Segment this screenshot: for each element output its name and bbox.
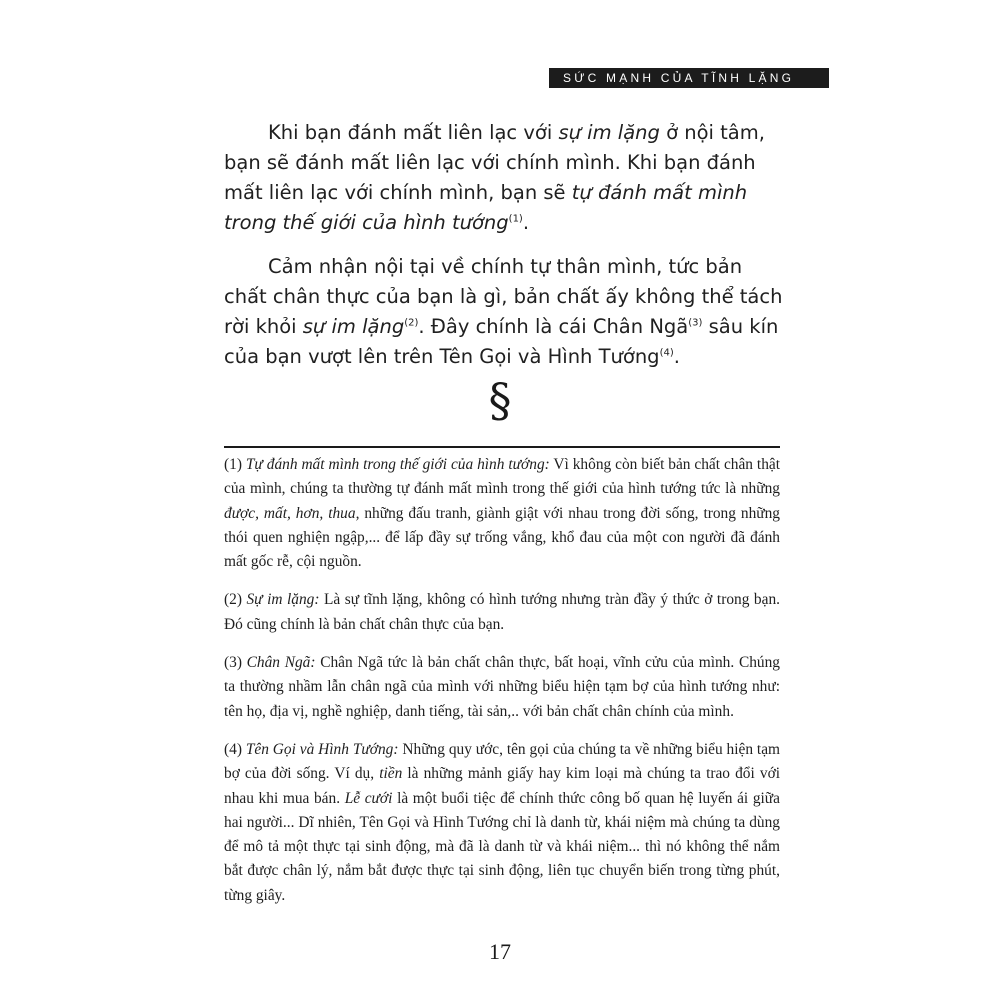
footnote-number: (1) — [224, 456, 246, 473]
text-run: Cảm nhận nội tại về chính tự thân mình, tức bản — [268, 255, 743, 278]
running-header — [549, 68, 829, 88]
footnote-divider — [224, 446, 780, 448]
main-body-text — [224, 118, 783, 386]
main-paragraph-2 — [224, 252, 783, 372]
footnote-2 — [224, 588, 780, 637]
text-run: . — [522, 211, 530, 234]
footnote-number: (4) — [224, 740, 246, 758]
text-run: Là sự tĩnh lặng, không có hình tướng nhưng tràn đầy ý thức ở trong bạn. Đó cũng chính là bản chất chân thực của bạn. — [224, 591, 780, 633]
italic-term: tiền — [379, 765, 403, 783]
italic-term: trong thế giới của hình tướng — [224, 211, 509, 234]
text-run: ở nội tâm, — [659, 121, 765, 144]
footnote-ref-4: (4) — [659, 347, 674, 359]
text-run: Khi bạn đánh mất liên lạc với — [268, 121, 559, 144]
text-run: của bạn vượt lên trên Tên Gọi và Hình Tướng — [224, 345, 660, 368]
text-run: là một buổi tiệc để chính thức công bố quan hệ luyến ái giữa hai người... Dĩ nhiên, Tên Gọi và Hình Tướng chỉ là danh từ, khái niệm mà chúng ta dùng để mô tả một thực tại sinh động, mà đã là danh từ và khái niệm... thì nó không thể nắm bắt được chân lý, nắm bắt được thực tại sinh động, liên tục chuyển biến trong từng phút, từng giây. — [224, 789, 780, 904]
text-run: Những quy ước, tên gọi của chúng ta về những biểu hiện tạm bợ của đời sống. Ví dụ, — [224, 740, 780, 783]
section-symbol: § — [488, 373, 512, 427]
text-run: sâu kín — [702, 315, 779, 338]
text-run: bạn sẽ đánh mất liên lạc với chính mình. Khi bạn đánh — [224, 151, 756, 174]
italic-term: được, mất, hơn, thua, — [224, 504, 360, 522]
italic-term: Lễ cưới — [344, 789, 393, 807]
footnote-number: (2) — [224, 591, 247, 609]
footnote-ref-1: (1) — [508, 213, 523, 225]
footnote-ref-2: (2) — [404, 317, 419, 329]
italic-term: tự đánh mất mình — [571, 181, 748, 204]
footnote-3 — [224, 651, 780, 724]
main-paragraph-1 — [224, 118, 779, 238]
italic-term: sự im lặng — [302, 315, 405, 338]
footnote-1 — [224, 453, 780, 574]
text-run: mất liên lạc với chính mình, bạn sẽ — [224, 181, 572, 204]
text-run: . — [673, 345, 680, 368]
footnote-term: Sự im lặng: — [246, 591, 320, 609]
running-header-title: SỨC MẠNH CỦA TĨNH LẶNG — [563, 71, 795, 85]
text-run: Chân Ngã tức là bản chất chân thực, bất hoại, vĩnh cửu của mình. Chúng ta thường nhầm lẫn chân ngã của mình với những biểu hiện tạm bợ của hình tướng như: tên họ, địa vị, nghề nghiệp, danh tiếng, tài sản,.. với bản chất chân chính của mình. — [224, 654, 780, 720]
footnote-4 — [224, 738, 780, 908]
footnote-term: Tự đánh mất mình trong thế giới của hình tướng: — [245, 456, 550, 473]
footnote-ref-3: (3) — [688, 317, 703, 329]
text-run: . Đây chính là cái Chân Ngã — [418, 315, 689, 338]
footnote-number: (3) — [224, 654, 247, 672]
text-run: chất chân thực của bạn là gì, bản chất ấy không thể tách — [224, 285, 783, 308]
footnote-term: Chân Ngã: — [246, 654, 316, 672]
page-number: 17 — [489, 939, 511, 964]
text-run: Vì không còn biết bản chất chân thật của mình, chúng ta thường tự đánh mất mình trong thế giới của hình tướng tức là những — [224, 456, 781, 498]
footnote-term: Tên Gọi và Hình Tướng: — [245, 740, 399, 758]
footnotes — [224, 453, 780, 922]
text-run: rời khỏi — [224, 315, 303, 338]
text-run: là những mảnh giấy hay kim loại mà chúng ta trao đổi với nhau khi mua bán. — [224, 765, 780, 807]
italic-term: sự im lặng — [558, 121, 660, 144]
text-run: những đấu tranh, giành giật với nhau trong đời sống, trong những thói quen nghiện ngập,... để lấp đầy sự trống vắng, khổ đau của một con người đã đánh mất gốc rễ, cội nguồn. — [224, 504, 781, 571]
